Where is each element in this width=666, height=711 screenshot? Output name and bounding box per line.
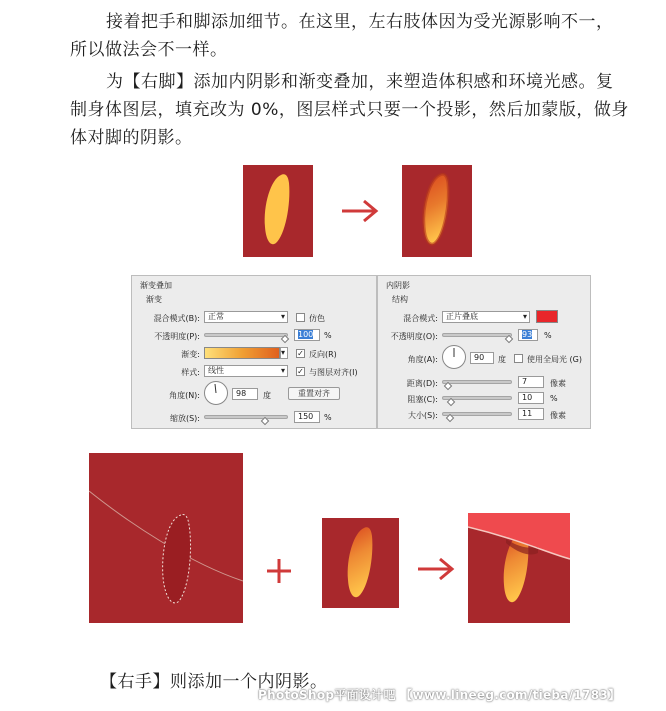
foot-shaded-image [322,518,399,608]
choke-label: 阻塞(C): [407,395,438,404]
size-label: 大小(S): [407,411,438,420]
reverse-label: 反向(R) [309,350,337,359]
inner-shadow-panel [377,275,591,429]
style-label: 样式: [181,368,200,377]
panel-section: 结构 [392,295,408,304]
angle-input[interactable]: 98 [232,388,258,400]
foot-result-image [468,513,570,623]
opacity-input[interactable]: 100 [294,329,320,341]
foot-after-image [402,165,472,257]
site-watermark: PhotoShop平面设计吧 【www.lineeg.com/tieba/1783】 [258,688,621,702]
selection-mask-image [89,453,243,623]
scale-unit: % [324,413,332,422]
arrow-right-icon [416,556,456,582]
opacity-slider-handle[interactable] [505,335,513,343]
distance-label: 距离(D): [406,379,438,388]
angle-unit: 度 [263,391,271,400]
scale-label: 缩放(S): [169,414,200,423]
align-with-layer-label: 与图层对齐(I) [309,368,358,377]
distance-input[interactable]: 7 [518,376,544,388]
gradient-picker[interactable] [204,347,280,359]
blend-mode-label: 混合模式(B): [153,314,200,323]
opacity-label: 不透明度(O): [390,332,438,341]
size-input[interactable]: 11 [518,408,544,420]
reverse-checkbox[interactable]: ✓ [297,349,304,358]
opacity-slider-handle[interactable] [281,335,289,343]
gradient-dropdown[interactable] [280,347,288,359]
distance-slider[interactable] [442,380,512,384]
choke-input[interactable]: 10 [518,392,544,404]
global-light-checkbox[interactable] [514,354,523,363]
paragraph-intro: 接着把手和脚添加细节。在这里，左右肢体因为受光源影响不一，所以做法会不一样。 [70,12,614,60]
angle-dial[interactable] [204,381,228,405]
panel-title: 内阴影 [386,281,410,290]
angle-unit: 度 [498,355,506,364]
reset-align-button[interactable]: 重置对齐 [288,387,340,400]
opacity-unit: % [324,331,332,340]
global-light-label: 使用全局光 (G) [527,355,582,364]
opacity-input[interactable]: 93 [518,329,538,341]
style-select[interactable]: 线性 ▾ [204,365,288,377]
blend-mode-select[interactable]: 正片叠底 ▾ [442,311,530,323]
blend-mode-label: 混合模式: [403,314,438,323]
angle-dial[interactable] [442,345,466,369]
gradient-overlay-panel [131,275,377,429]
opacity-label: 不透明度(P): [154,332,200,341]
blend-mode-select[interactable]: 正常 ▾ [204,311,288,323]
scale-slider[interactable] [204,415,288,419]
choke-unit: % [550,394,558,403]
plus-icon [265,557,293,585]
shadow-color-swatch[interactable] [536,310,558,323]
opacity-slider[interactable] [204,333,288,337]
size-unit: 像素 [550,411,566,420]
dither-label: 仿色 [309,314,325,323]
opacity-slider[interactable] [442,333,512,337]
scale-input[interactable]: 150 [294,411,320,423]
gradient-label: 渐变: [181,350,200,359]
panel-title: 渐变叠加 [140,281,172,290]
opacity-unit: % [544,331,552,340]
angle-label: 角度(N): [169,391,200,400]
foot-before-image [243,165,313,257]
angle-label: 角度(A): [407,355,438,364]
panel-section: 渐变 [146,295,162,304]
paragraph-right-hand: 【右手】则添加一个内阴影。 [100,672,328,692]
arrow-right-icon [340,198,380,224]
paragraph-right-foot: 为【右脚】添加内阴影和渐变叠加，来塑造体积感和环境光感。复制身体图层，填充改为 0%，图层样式只要一个投影，然后加蒙版，做身体对脚的阴影。 [70,72,629,148]
distance-unit: 像素 [550,379,566,388]
align-with-layer-checkbox[interactable]: ✓ [297,367,304,376]
angle-input[interactable]: 90 [470,352,494,364]
dither-checkbox[interactable] [296,313,305,322]
